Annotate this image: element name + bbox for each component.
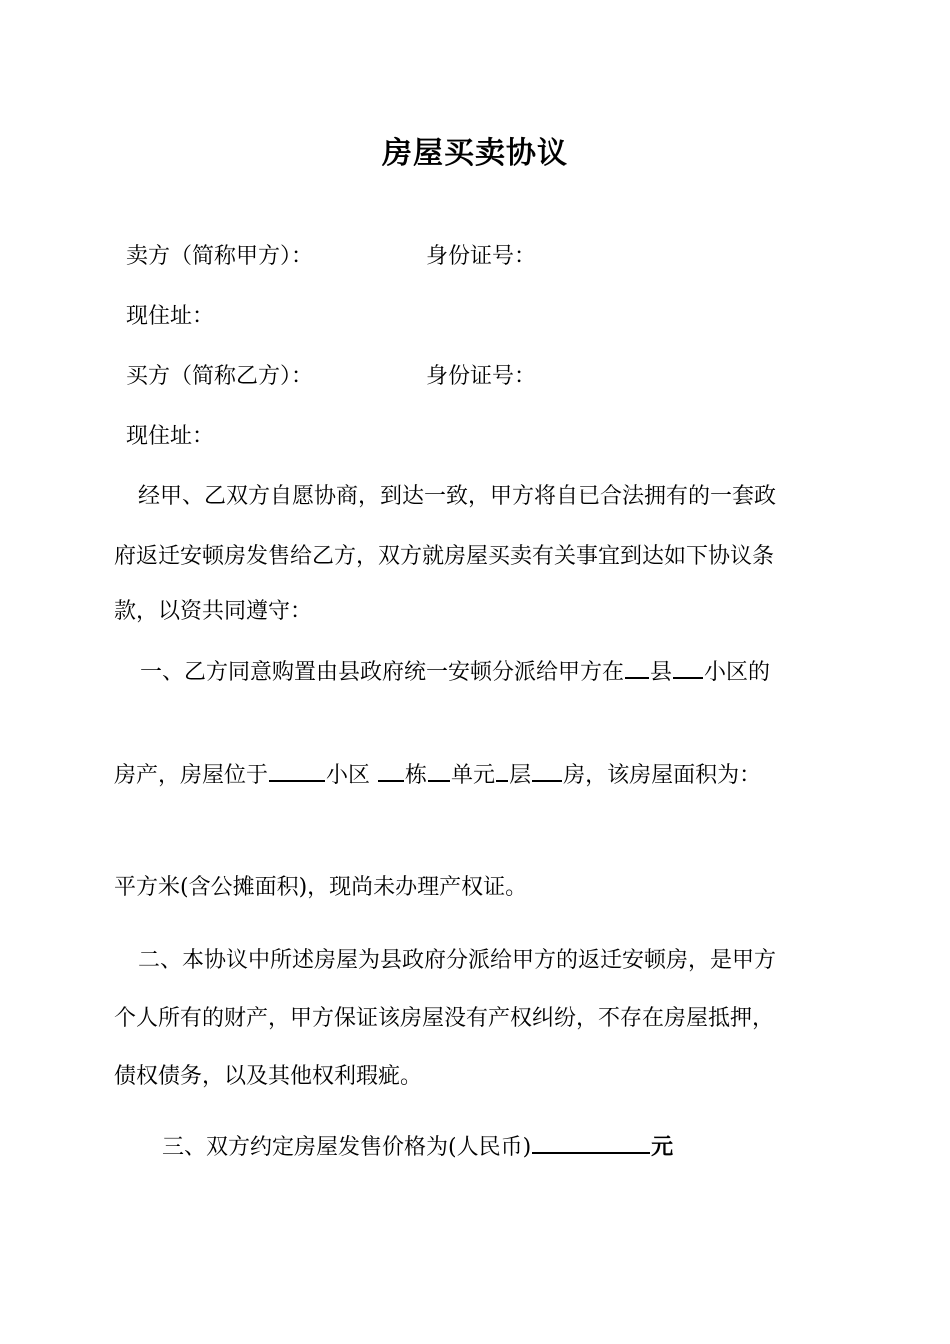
- clause-1-text-f: 栋: [405, 763, 428, 788]
- intro-line-2: 府返迁安顿房发售给乙方，双方就房屋买卖有关事宜到达如下协议条: [114, 544, 775, 569]
- buyer-label: 买方（简称乙方）：: [126, 364, 314, 389]
- price-blank: [532, 1130, 650, 1154]
- clause-1-text-d: 房产，房屋位于: [114, 763, 269, 788]
- clause-3-line: [162, 1130, 673, 1163]
- clause-1-text-h: 层: [509, 763, 532, 788]
- buyer-id-label: 身份证号：: [426, 364, 537, 389]
- clause-1-line-1: [140, 655, 770, 688]
- location-blank: [269, 758, 325, 782]
- clause-1-text-b: 县: [650, 660, 673, 685]
- room-blank: [532, 758, 562, 782]
- clause-3-text: 三、双方约定房屋发售价格为(人民币): [162, 1135, 532, 1160]
- community-blank: [673, 655, 703, 679]
- floor-blank: [496, 758, 508, 782]
- clause-1-text-i: 房，该房屋面积为：: [563, 763, 762, 788]
- seller-address-label: 现住址：: [126, 304, 215, 329]
- buyer-address-label: 现住址：: [126, 424, 215, 449]
- intro-line-1: 经甲、乙双方自愿协商，到达一致，甲方将自已合法拥有的一套政: [138, 484, 777, 509]
- clause-1-text-a: 一、乙方同意购置由县政府统一安顿分派给甲方在: [140, 660, 625, 685]
- clause-1-text-g: 单元: [451, 763, 496, 788]
- document-title: 房屋买卖协议: [382, 136, 568, 171]
- seller-label: 卖方（简称甲方）：: [126, 244, 314, 269]
- clause-2-line-3: 债权债务，以及其他权利瑕疵。: [114, 1064, 423, 1089]
- clause-2-line-2: 个人所有的财产，甲方保证该房屋没有产权纠纷，不存在房屋抵押，: [114, 1006, 775, 1031]
- clause-1-text-e: 小区: [326, 763, 371, 788]
- clause-1-line-2: [114, 758, 761, 791]
- building-blank: [378, 758, 404, 782]
- price-unit: 元: [651, 1134, 674, 1160]
- unit-blank: [428, 758, 450, 782]
- seller-id-label: 身份证号：: [426, 244, 537, 269]
- county-blank: [625, 655, 649, 679]
- intro-line-3: 款，以资共同遵守：: [114, 599, 313, 624]
- clause-1-line-3: 平方米(含公摊面积)，现尚未办理产权证。: [114, 875, 528, 900]
- clause-1-text-c: 小区的: [704, 660, 771, 685]
- clause-2-line-1: 二、本协议中所述房屋为县政府分派给甲方的返迁安顿房，是甲方: [138, 948, 777, 973]
